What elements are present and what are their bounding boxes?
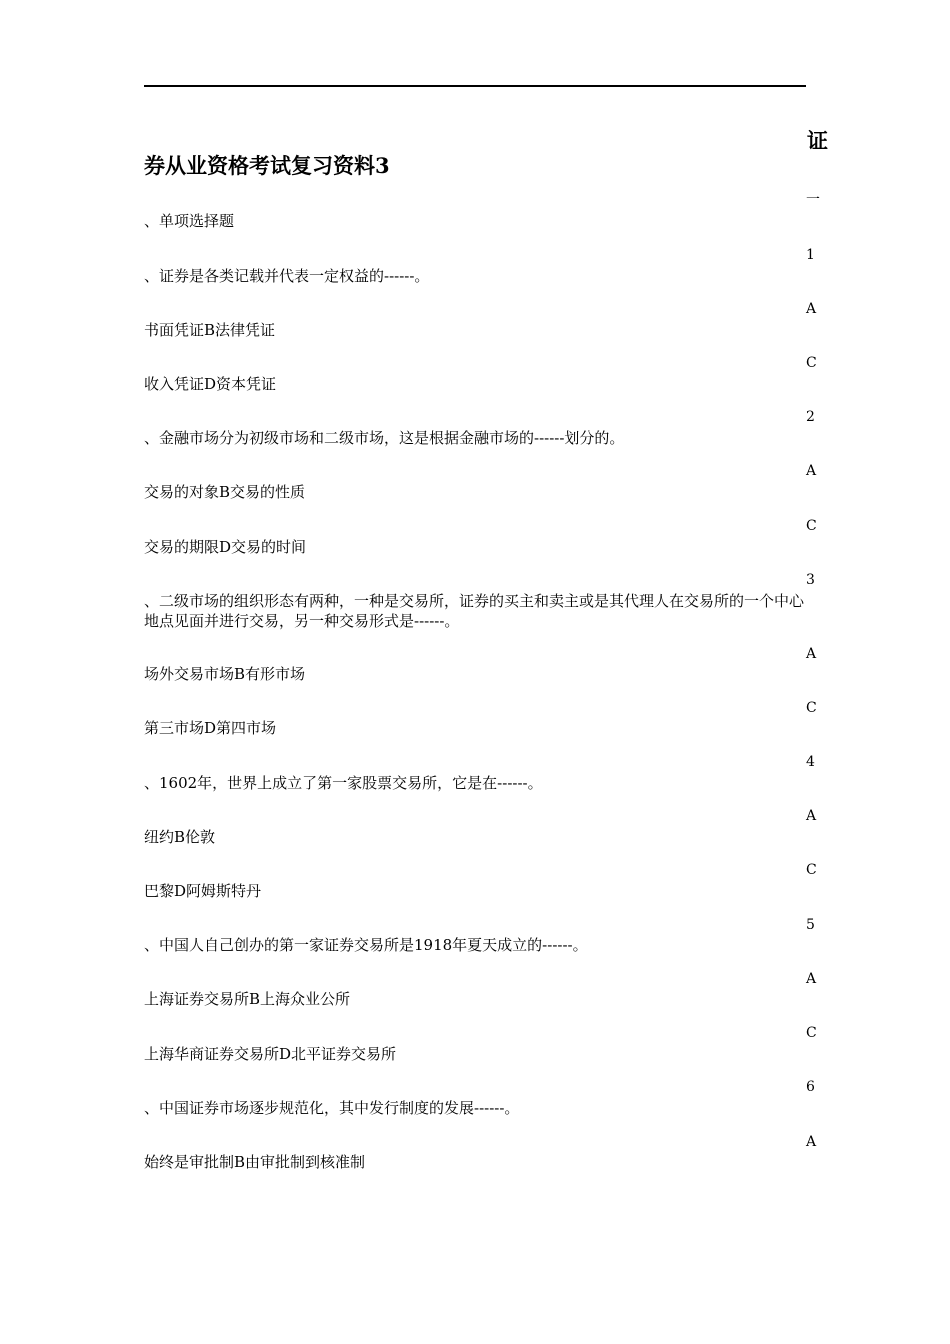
margin-marker: A — [806, 971, 817, 987]
margin-marker: 5 — [806, 917, 815, 933]
question-1-options-ab: 书面凭证B法律凭证 — [144, 321, 276, 339]
margin-marker: 6 — [806, 1079, 815, 1095]
question-5-options-ab: 上海证券交易所B上海众业公所 — [144, 990, 351, 1008]
margin-marker: 3 — [806, 572, 815, 588]
question-1-options-cd: 收入凭证D资本凭证 — [144, 375, 277, 393]
margin-marker: A — [806, 808, 817, 824]
question-3-options-ab: 场外交易市场B有形市场 — [144, 665, 306, 683]
question-5: 、中国人自己创办的第一家证券交易所是1918年夏天成立的------。 — [144, 936, 588, 954]
title-first-char: 证 — [807, 128, 828, 153]
question-3-options-cd: 第三市场D第四市场 — [144, 719, 277, 737]
question-2-options-cd: 交易的期限D交易的时间 — [144, 538, 307, 556]
page-title: 券从业资格考试复习资料3 — [144, 153, 390, 178]
margin-marker: 一 — [806, 192, 820, 208]
question-5-options-cd: 上海华商证券交易所D北平证券交易所 — [144, 1045, 397, 1063]
question-2-options-ab: 交易的对象B交易的性质 — [144, 483, 306, 501]
header-rule — [144, 85, 806, 87]
margin-marker: 1 — [806, 247, 815, 263]
margin-marker: A — [806, 463, 817, 479]
question-4-options-cd: 巴黎D阿姆斯特丹 — [144, 882, 262, 900]
margin-marker: A — [806, 1134, 817, 1150]
margin-marker: C — [806, 700, 817, 716]
question-2: 、金融市场分为初级市场和二级市场，这是根据金融市场的------划分的。 — [144, 429, 625, 447]
margin-marker: 2 — [806, 409, 815, 425]
section-heading: 、单项选择题 — [144, 212, 235, 230]
margin-marker: A — [806, 646, 817, 662]
margin-marker: C — [806, 1025, 817, 1041]
question-6-options-ab: 始终是审批制B由审批制到核准制 — [144, 1153, 366, 1171]
margin-marker: A — [806, 301, 817, 317]
margin-marker: C — [806, 862, 817, 878]
margin-marker: C — [806, 355, 817, 371]
margin-marker: C — [806, 518, 817, 534]
question-3: 、二级市场的组织形态有两种，一种是交易所，证券的买主和卖主或是其代理人在交易所的一个中心地点见面并进行交易，另一种交易形式是------。 — [144, 592, 805, 630]
margin-marker: 4 — [806, 754, 815, 770]
question-6: 、中国证券市场逐步规范化，其中发行制度的发展------。 — [144, 1099, 520, 1117]
question-4: 、1602年，世界上成立了第一家股票交易所，它是在------。 — [144, 774, 543, 792]
question-1: 、证券是各类记载并代表一定权益的------。 — [144, 267, 430, 285]
question-4-options-ab: 纽约B伦敦 — [144, 828, 216, 846]
